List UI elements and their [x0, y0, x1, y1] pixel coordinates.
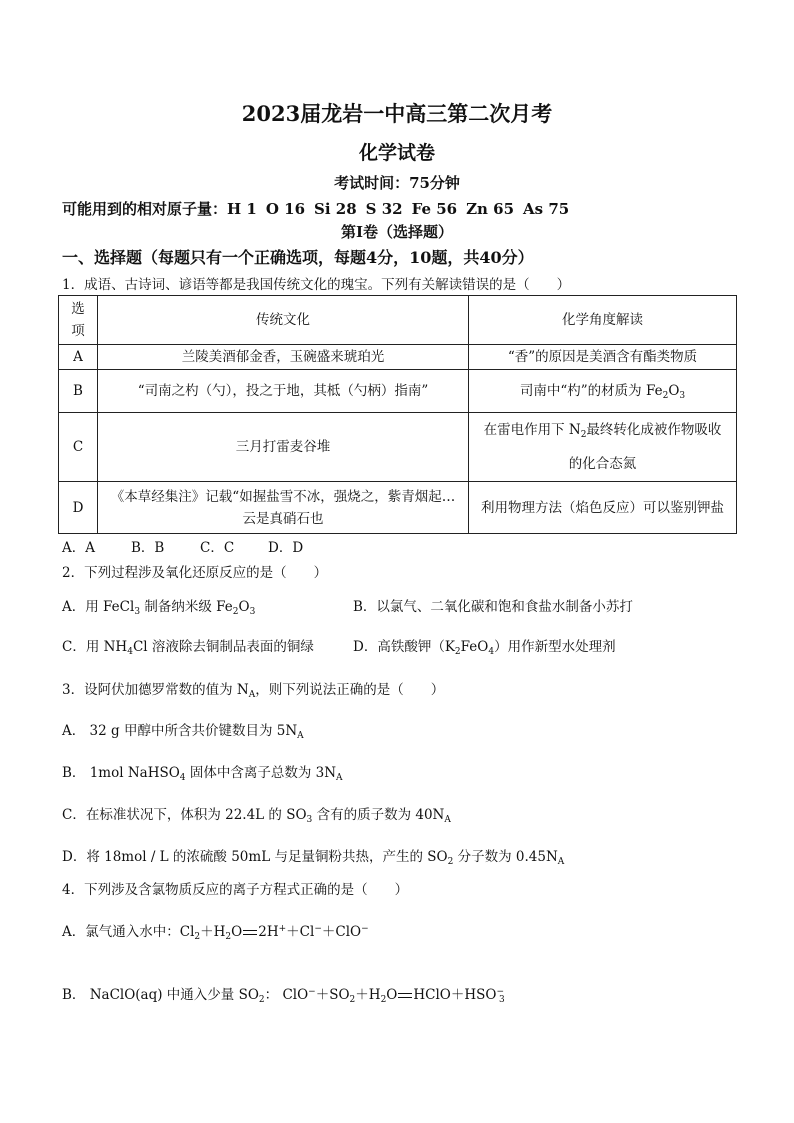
q3-option-c: C．在标准状况下，体积为 22.4L 的 $SO_3$ 含有的质子数为 $40N_A$: [62, 807, 451, 825]
q2-option-a: A．用 FeCl$_3$ 制备纳米级 $Fe_2O_3$: [62, 599, 256, 617]
row-interpretation: 司南中“杓”的材质为 $Fe_2O_3$: [469, 370, 737, 413]
exam-time: 考试时间：75分钟: [334, 174, 460, 192]
q4-option-b: B． NaClO(aq) 中通入少量 $SO_2$： $ClO^-+SO_2+H_2O$ $HClO+HSO^-_3$: [62, 987, 505, 1005]
q2-option-b: B．以氯气、二氧化碳和饱和食盐水制备小苏打: [353, 599, 633, 615]
table-header-row: [59, 296, 737, 345]
q3-option-d: D．将 18mol / L 的浓硫酸 50mL 与足量铜粉共热，产生的 $SO_2$ 分子数为 $0.45N_A$: [62, 849, 565, 867]
atomic-mass-item: H 1: [227, 200, 257, 218]
q1-table: [58, 295, 737, 534]
q3-option-b: B． 1mol NaHSO$_4$ 固体中含离子总数为 $3N_A$: [62, 765, 343, 783]
row-option: B: [59, 370, 98, 413]
header-culture: 传统文化: [98, 296, 469, 345]
q1-stem: 1．成语、古诗词、谚语等都是我国传统文化的瑰宝。下列有关解读错误的是（ ）: [62, 277, 571, 293]
atomic-mass-item: O 16: [265, 200, 306, 218]
row-interpretation: 利用物理方法（焰色反应）可以鉴别钾盐: [469, 482, 737, 534]
table-row: [59, 413, 737, 482]
row-culture: 三月打雷麦谷堆: [98, 413, 469, 482]
q1-choice-c: C．C: [200, 540, 235, 556]
q2-stem: 2．下列过程涉及氧化还原反应的是（ ）: [62, 565, 328, 581]
row-option: C: [59, 413, 98, 482]
exam-subject: 化学试卷: [358, 142, 435, 164]
equals-sign-icon: [243, 930, 257, 935]
volume-title: 第Ⅰ卷（选择题）: [340, 223, 454, 241]
q3-option-a: A． 32 g 甲醇中所含共价键数目为 $5N_A$: [62, 723, 304, 741]
header-option: 选 项: [59, 296, 98, 345]
atomic-mass-item: Fe 56: [411, 200, 458, 218]
row-culture: 兰陵美酒郁金香，玉碗盛来琥珀光: [98, 345, 469, 370]
table-row: [59, 345, 737, 370]
section-title: 一、选择题（每题只有一个正确选项，每题4分，10题，共40分）: [62, 248, 534, 267]
q2-option-d: D．高铁酸钾$(K_2FeO_4)$用作新型水处理剂: [353, 639, 616, 657]
table-row: [59, 370, 737, 413]
atomic-mass-line: [62, 198, 578, 219]
row-culture: “司南之杓（勺），投之于地，其柢（勺柄）指南”: [98, 370, 469, 413]
q1-choice-d: D．D: [268, 540, 304, 556]
q3-stem: 3．设阿伏加德罗常数的值为 $N_A$，则下列说法正确的是（ ）: [62, 682, 445, 700]
row-interpretation: “香”的原因是美酒含有酯类物质: [469, 345, 737, 370]
atomic-mass-item: Si 28: [314, 200, 357, 218]
row-culture: 《本草经集注》记载“如握盐雪不冰，强烧之，紫青烟起… 云是真硝石也: [98, 482, 469, 534]
q2-option-c: C．用 $NH_4Cl$ 溶液除去铜制品表面的铜绿: [62, 639, 314, 657]
equals-sign-icon: [398, 993, 412, 998]
atomic-mass-label: 可能用到的相对原子量：: [62, 200, 228, 218]
exam-title: 2023届龙岩一中高三第二次月考: [241, 101, 553, 126]
row-option: A: [59, 345, 98, 370]
atomic-mass-item: Zn 65: [466, 200, 515, 218]
header-interpretation: 化学角度解读: [469, 296, 737, 345]
atomic-mass-item: S 32: [365, 200, 403, 218]
q1-choice-a: A．A: [62, 540, 95, 556]
q4-stem: 4．下列涉及含氯物质反应的离子方程式正确的是（ ）: [62, 882, 409, 898]
table-row: [59, 482, 737, 534]
row-option: D: [59, 482, 98, 534]
q1-choice-b: B．B: [131, 540, 165, 556]
row-interpretation: 在雷电作用下 $N_2$最终转化成被作物吸收 的化合态氮: [469, 413, 737, 482]
atomic-mass-item: As 75: [523, 200, 570, 218]
q4-option-a: A．氯气通入水中：$Cl_2+H_2O$ 2H+＋Cl−＋ClO−: [62, 924, 369, 942]
